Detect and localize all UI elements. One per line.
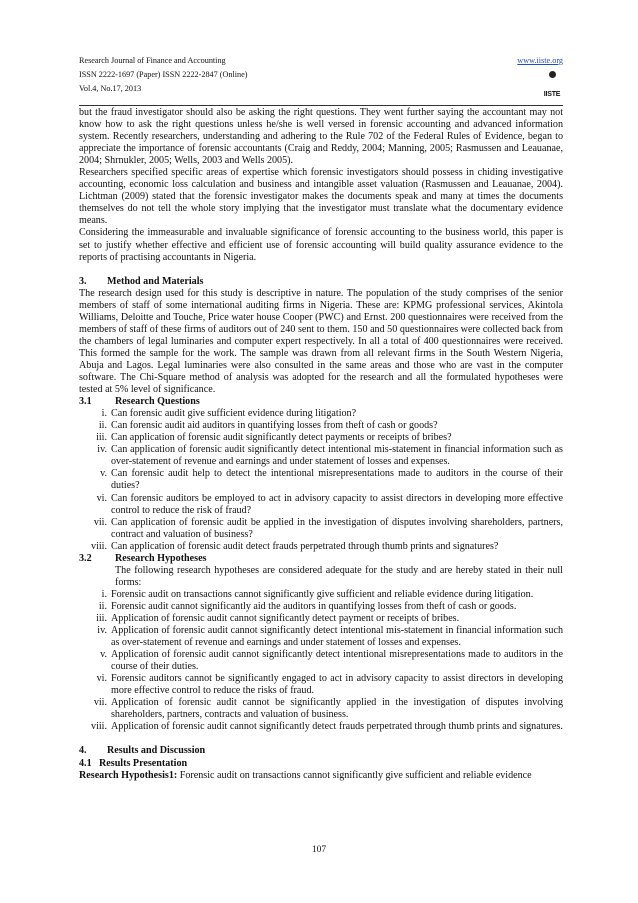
research-question-item <box>79 541 563 553</box>
subsection-3-1-title: Research Questions <box>115 396 200 408</box>
research-hypothesis-item-number: i. <box>101 588 107 600</box>
research-hypothesis-item-number: ii. <box>98 600 107 612</box>
research-hypothesis-item-number: vi. <box>96 673 107 685</box>
research-hypothesis-item-text: Forensic audit on transactions cannot significantly give sufficient and reliable evidence during litigation. <box>111 588 534 600</box>
section-4-heading <box>79 745 563 757</box>
research-hypothesis-item-text: Forensic auditors cannot be significantly engaged to act in advisory capacity to assist directors in developing more effective control to reduce the risks of fraud. <box>111 673 563 697</box>
logo-dot-icon <box>549 71 556 78</box>
research-hypothesis-item-text: Application of forensic audit cannot significantly detect payment or receipts of bribes. <box>111 612 460 624</box>
page-number: 107 <box>311 845 327 855</box>
section-3-title: Method and Materials <box>107 275 204 287</box>
research-question-item <box>79 432 563 444</box>
research-hypothesis-item <box>79 697 563 721</box>
subsection-3-2-heading <box>79 553 563 565</box>
research-hypothesis-item-number: vii. <box>93 697 107 709</box>
research-question-item-text: Can application of forensic audit be applied in the investigation of disputes involving shareholders, partners, contract and valuation of business? <box>111 516 563 540</box>
research-hypothesis-item <box>79 625 563 649</box>
research-hypothesis-item-number: v. <box>100 649 107 661</box>
subsection-3-1-number: 3.1 <box>79 396 92 408</box>
section-3-paragraph: The research design used for this study is descriptive in nature. The population of the study comprises of the senior members of staff of some international auditing firms in Nigeria. These are: KPMG professional services, Akintola Williams, Deloitte and Touche, Price water house Cooper (PWC) and Ernst. 200 questionnaires were received from the members of staff of these firms of auditors out of 240 sent to them. 150 and 50 questionnaires were collected back from the chambers of legal luminaries and computer expert respectively. In all a total of 400 questionnaires were received. This formed the sample for the work. The sample was drawn from all relevant firms in the South Western Nigeria, Abuja and Lagos. Legal luminaries were also consulted in the same areas and those who are vast in the computer software. The Chi-Square method of analysis was adopted for the research and all the formulated hypotheses were tested at 5% level of significance. <box>79 287 563 396</box>
research-hypothesis-item <box>79 721 563 733</box>
intro-paragraph-1: but the fraud investigator should also be asking the right questions. They went further saying the accountant may not know how to ask the right questions unless he/she is well versed in forensic accounting and advanced information system. Recently researchers, understanding and adhering to the Rule 702 of the Federal Rules of Evidence, began to appreciate the importance of forensic accountants (Craig and Reddy, 2004; Manning, 2005; Rasmussen and Leauanae, 2004; Shrnukler, 2005; Wells, 2003 and Wells 2005). <box>79 107 563 167</box>
research-question-item-number: viii. <box>91 540 107 552</box>
hypotheses-intro: The following research hypotheses are considered adequate for the study and are hereby stated in their null forms: <box>115 564 563 588</box>
subsection-4-1-number: 4.1 <box>79 757 92 769</box>
research-hypothesis-item <box>79 613 563 625</box>
research-question-item-text: Can forensic audit give sufficient evidence during litigation? <box>111 408 357 420</box>
subsection-3-2-title: Research Hypotheses <box>115 552 207 564</box>
subsection-3-1-heading <box>79 396 563 408</box>
research-hypothesis-item-text: Application of forensic audit cannot be significantly applied in the investigation of disputes involving shareholders, partners, contracts and valuation of business. <box>111 697 563 721</box>
research-hypotheses-list <box>79 589 563 734</box>
research-hypothesis-item-text: Forensic audit cannot significantly aid the auditors in quantifying losses from theft of cash or goods. <box>111 600 517 612</box>
journal-url-link[interactable]: www.iiste.org <box>517 56 563 65</box>
research-question-item <box>79 420 563 432</box>
section-4-number: 4. <box>79 745 87 757</box>
header-rule <box>79 105 563 106</box>
journal-name: Research Journal of Finance and Accounting <box>79 56 226 65</box>
issn-line: ISSN 2222-1697 (Paper) ISSN 2222-2847 (Online) <box>79 70 248 79</box>
research-hypothesis-item-number: iv. <box>97 625 107 637</box>
research-question-item <box>79 493 563 517</box>
research-question-item-text: Can forensic audit help to detect the intentional misrepresentations made to auditors in the course of their duties? <box>111 468 563 492</box>
research-hypothesis-item-text: Application of forensic audit cannot significantly detect intentional misrepresentations made to auditors in the course of their duties. <box>111 649 563 673</box>
section-4-title: Results and Discussion <box>107 745 206 757</box>
research-question-item-text: Can forensic audit aid auditors in quantifying losses from theft of cash or goods? <box>111 420 438 432</box>
intro-paragraph-2: Researchers specified specific areas of expertise which forensic investigators should possess in chiding investigative accounting, economic loss calculation and business and intangible asset valuation (Rasmussen and Leauanae, 2004). Lichtman (2009) stated that the forensic investigator makes the documents speak and many at times the documents themselves do not tell the whole story implying that the investigator must translate what the documentary evidence means. <box>79 167 563 227</box>
research-hypothesis-item-text: Application of forensic audit cannot significantly detect intentional mis-statement in financial information such as over-statement of revenue and earnings and under statement of losses and expenses. <box>111 625 563 649</box>
research-question-item-text: Can forensic auditors be employed to act in advisory capacity to assist directors in developing more effective control to reduce the risk of fraud? <box>111 492 563 516</box>
research-question-item-number: v. <box>100 468 107 480</box>
research-question-item-number: iv. <box>97 444 107 456</box>
article-body <box>79 107 563 782</box>
section-3-heading <box>79 276 563 288</box>
research-question-item-number: i. <box>101 408 107 420</box>
research-question-item-text: Can application of forensic audit significantly detect payments or receipts of bribes? <box>111 432 452 444</box>
research-hypothesis-item-text: Application of forensic audit cannot significantly detect frauds perpetrated through thumb prints and signatures. <box>111 721 563 733</box>
subsection-3-2-number: 3.2 <box>79 552 92 564</box>
subsection-4-1-heading <box>79 758 563 770</box>
research-question-item-number: ii. <box>98 420 107 432</box>
volume-line: Vol.4, No.17, 2013 <box>79 84 142 93</box>
research-hypothesis-item <box>79 649 563 673</box>
research-hypothesis-item <box>79 673 563 697</box>
research-question-item-number: iii. <box>96 432 107 444</box>
research-question-item <box>79 444 563 468</box>
research-hypothesis-item <box>79 601 563 613</box>
logo-text: IISTE <box>543 91 561 98</box>
hypothesis-1-label: Research Hypothesis1: <box>79 769 178 781</box>
research-hypothesis-item-number: iii. <box>96 612 107 624</box>
hypothesis-1-paragraph <box>79 770 563 782</box>
iiste-logo <box>541 71 563 99</box>
page-header <box>79 54 563 104</box>
subsection-4-1-title: Results Presentation <box>99 757 188 769</box>
research-question-item-number: vi. <box>96 492 107 504</box>
section-3-number: 3. <box>79 275 87 287</box>
research-question-item-text: Can application of forensic audit detect frauds perpetrated through thumb prints and signatures? <box>111 540 499 552</box>
research-question-item-text: Can application of forensic audit significantly detect intentional mis-statement in financial information such as over-statement of revenue and earnings and under statement of losses and expenses. <box>111 444 563 468</box>
intro-paragraph-3: Considering the immeasurable and invaluable significance of forensic accounting to the business world, this paper is set to justify whether effective and efficient use of forensic accounting will build quality assurance evidence to the reports of practising accountants in Nigeria. <box>79 227 563 263</box>
research-questions-list <box>79 408 563 553</box>
hypothesis-1-text: Forensic audit on transactions cannot significantly give sufficient and reliable evidence <box>177 769 532 781</box>
research-question-item <box>79 408 563 420</box>
research-question-item <box>79 468 563 492</box>
research-question-item <box>79 517 563 541</box>
research-question-item-number: vii. <box>93 516 107 528</box>
research-hypothesis-item <box>79 589 563 601</box>
research-hypothesis-item-number: viii. <box>91 721 107 733</box>
